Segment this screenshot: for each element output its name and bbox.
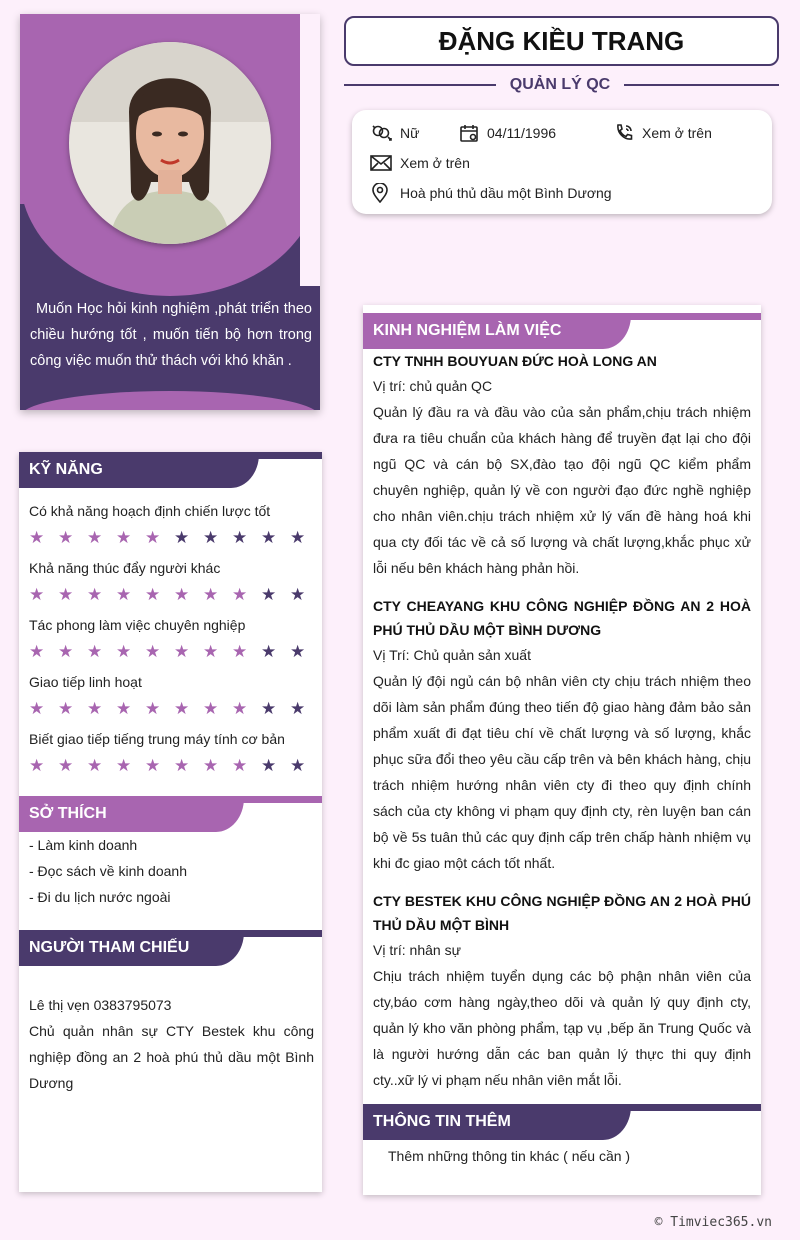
star-empty-icon: ★ <box>232 528 248 547</box>
star-filled-icon: ★ <box>58 756 74 775</box>
contact-email[interactable] <box>370 152 470 174</box>
profile-footer-arc <box>20 391 320 410</box>
star-filled-icon: ★ <box>116 756 132 775</box>
star-filled-icon: ★ <box>87 528 103 547</box>
star-filled-icon: ★ <box>145 642 161 661</box>
star-filled-icon: ★ <box>58 642 74 661</box>
contact-birthday <box>459 122 556 144</box>
skill-stars <box>29 529 319 547</box>
job-role: Vị trí: nhân sự <box>373 942 461 958</box>
skill-stars <box>29 700 319 718</box>
job-company: CTY TNHH BOUYUAN ĐỨC HOÀ LONG AN <box>373 353 657 369</box>
profile-card <box>20 14 320 410</box>
references-heading: NGƯỜI THAM CHIẾU <box>19 930 244 966</box>
star-filled-icon: ★ <box>174 585 190 604</box>
additional-text: Thêm những thông tin khác ( nếu cần ) <box>388 1148 631 1164</box>
star-filled-icon: ★ <box>232 756 248 775</box>
skill-label: Có khả năng hoạch định chiến lược tốt <box>29 503 271 519</box>
skills-heading: KỸ NĂNG <box>19 452 259 488</box>
hobby-item: - Đi du lịch nước ngoài <box>29 889 171 905</box>
skill-stars <box>29 757 319 775</box>
star-filled-icon: ★ <box>203 642 219 661</box>
star-filled-icon: ★ <box>116 699 132 718</box>
star-filled-icon: ★ <box>116 528 132 547</box>
calendar-icon <box>459 123 479 143</box>
birthday-value: 04/11/1996 <box>487 125 557 141</box>
star-filled-icon: ★ <box>174 642 190 661</box>
star-filled-icon: ★ <box>174 756 190 775</box>
bio-text: Muốn Học hỏi kinh nghiệm ,phát triển theo chiều hướng tốt , muốn tiến bộ hơn trong công việc muốn thử thách với khó khăn . <box>30 301 312 369</box>
star-filled-icon: ★ <box>29 699 45 718</box>
position-title: QUẢN LÝ QC <box>509 76 611 93</box>
star-filled-icon: ★ <box>58 528 74 547</box>
contact-address <box>370 182 612 204</box>
job-description: Quản lý đội ngủ cán bộ nhân viên cty chịu trách nhiệm theo dõi làm sản phẩm đúng theo tiến độ giao hàng đảm bảo sản phẩm xuất đi đạt tiêu chí về chất lượng và số lượng, khắc phục sữa đổi theo yêu cầu cấp trên và bên khách hàng, chịu trách nhiệm hướng nhân viên cty đi theo quy định chính sách của cty không vi phạm quy định cty, rèn luyện ban cán bộ về 5s tuân thủ các quy định cấp trên chấp hành nhiệm vụ khi đc giao một cách tốt nhất. <box>373 673 751 871</box>
star-empty-icon: ★ <box>290 756 306 775</box>
divider-right <box>624 84 779 86</box>
hobby-item: - Đọc sách về kinh doanh <box>29 863 187 879</box>
divider-left <box>344 84 496 86</box>
job-description: Chịu trách nhiệm tuyển dụng các bộ phận nhân viên của cty,báo cơm hàng ngày,theo dõi và quản lý quy định cty, quản lý kho văn phòng phẩm, tạp vụ ,bếp ăn Trung Quốc và là người hướng dẫn các ban quản lý thực thi quy định cty..xữ lý vi phạm nếu nhân viên mắt lỗi. <box>373 968 751 1088</box>
gender-value: Nữ <box>400 125 420 141</box>
star-filled-icon: ★ <box>203 756 219 775</box>
star-empty-icon: ★ <box>174 528 190 547</box>
skill-stars <box>29 586 319 604</box>
star-filled-icon: ★ <box>29 585 45 604</box>
star-filled-icon: ★ <box>29 642 45 661</box>
star-empty-icon: ★ <box>203 528 219 547</box>
star-empty-icon: ★ <box>261 756 277 775</box>
star-filled-icon: ★ <box>29 528 45 547</box>
job-role: Vị trí: chủ quản QC <box>373 378 493 394</box>
job-role: Vị Trí: Chủ quản sản xuất <box>373 647 531 663</box>
references-header <box>19 930 322 966</box>
star-filled-icon: ★ <box>87 699 103 718</box>
skill-label: Khả năng thúc đẩy người khác <box>29 560 221 576</box>
name-title: ĐẶNG KIỀU TRANG <box>344 16 779 66</box>
job-company: CTY BESTEK KHU CÔNG NGHIỆP ĐỒNG AN 2 HOÀ PHÚ THỦ DẦU MỘT BÌNH <box>373 893 751 933</box>
star-filled-icon: ★ <box>232 585 248 604</box>
hobbies-header <box>19 796 322 832</box>
right-column-panel <box>363 305 761 1195</box>
location-pin-icon <box>370 183 390 203</box>
contact-phone[interactable] <box>614 122 712 144</box>
experience-heading: KINH NGHIỆM LÀM VIỆC <box>363 313 631 349</box>
phone-icon <box>614 123 634 143</box>
additional-header <box>363 1104 761 1140</box>
skill-label: Biết giao tiếp tiếng trung máy tính cơ bản <box>29 731 285 747</box>
skill-label: Tác phong làm việc chuyên nghiệp <box>29 617 246 633</box>
star-filled-icon: ★ <box>145 699 161 718</box>
star-empty-icon: ★ <box>261 585 277 604</box>
star-filled-icon: ★ <box>29 756 45 775</box>
star-empty-icon: ★ <box>261 699 277 718</box>
star-empty-icon: ★ <box>290 642 306 661</box>
star-filled-icon: ★ <box>203 585 219 604</box>
position-row <box>344 74 779 96</box>
experience-header <box>363 313 761 349</box>
envelope-icon <box>370 155 392 171</box>
star-filled-icon: ★ <box>116 585 132 604</box>
skill-stars <box>29 643 319 661</box>
reference-detail: Chủ quản nhân sự CTY Bestek khu công nghiệp đồng an 2 hoà phú thủ dầu một Bình Dương <box>29 1023 314 1091</box>
star-empty-icon: ★ <box>290 585 306 604</box>
avatar <box>69 42 271 244</box>
left-column-panel <box>19 452 322 1192</box>
star-filled-icon: ★ <box>116 642 132 661</box>
star-filled-icon: ★ <box>232 642 248 661</box>
phone-value: Xem ở trên <box>642 125 712 141</box>
star-filled-icon: ★ <box>232 699 248 718</box>
contact-gender <box>370 122 419 144</box>
star-filled-icon: ★ <box>87 585 103 604</box>
reference-contact: Lê thị vẹn 0383795073 <box>29 997 172 1013</box>
contact-card <box>352 110 772 214</box>
star-empty-icon: ★ <box>261 642 277 661</box>
email-value: Xem ở trên <box>400 155 470 171</box>
skills-header <box>19 452 322 488</box>
hobby-item: - Làm kinh doanh <box>29 837 138 853</box>
star-filled-icon: ★ <box>58 585 74 604</box>
additional-heading: THÔNG TIN THÊM <box>363 1104 631 1140</box>
star-empty-icon: ★ <box>290 699 306 718</box>
address-value: Hoà phú thủ dầu một Bình Dương <box>400 185 612 201</box>
star-filled-icon: ★ <box>145 585 161 604</box>
job-company: CTY CHEAYANG KHU CÔNG NGHIỆP ĐỒNG AN 2 HOÀ PHÚ THỦ DẦU MỘT BÌNH DƯƠNG <box>373 598 751 638</box>
star-filled-icon: ★ <box>87 756 103 775</box>
star-empty-icon: ★ <box>261 528 277 547</box>
star-filled-icon: ★ <box>145 528 161 547</box>
star-filled-icon: ★ <box>87 642 103 661</box>
star-filled-icon: ★ <box>145 756 161 775</box>
hobbies-heading: SỞ THÍCH <box>19 796 244 832</box>
gender-icon <box>370 124 392 142</box>
star-filled-icon: ★ <box>174 699 190 718</box>
job-description: Quản lý đầu ra và đầu vào của sản phẩm,chịu trách nhiệm đưa ra tiêu chuẩn của khách hàng để truyền đạt lại cho đội ngũ QC và cán bộ SX,đào tạo đội ngũ QC kiểm phẩm chuyên nghiệp, quản lý về con người đạo đức nghề nghiệp cho nhân viên.chịu trách nhiệm xử lý vấn đề hàng hoá khi qua cty đối tác về cả số lượng và chất lượng,khắc phục xử lỗi nếu bên khách hàng phản hồi. <box>373 404 751 576</box>
footer-credit: © Timviec365.vn <box>654 1215 772 1230</box>
star-filled-icon: ★ <box>58 699 74 718</box>
profile-edge-cutout <box>300 14 320 286</box>
star-filled-icon: ★ <box>203 699 219 718</box>
skill-label: Giao tiếp linh hoạt <box>29 674 142 690</box>
star-empty-icon: ★ <box>290 528 306 547</box>
